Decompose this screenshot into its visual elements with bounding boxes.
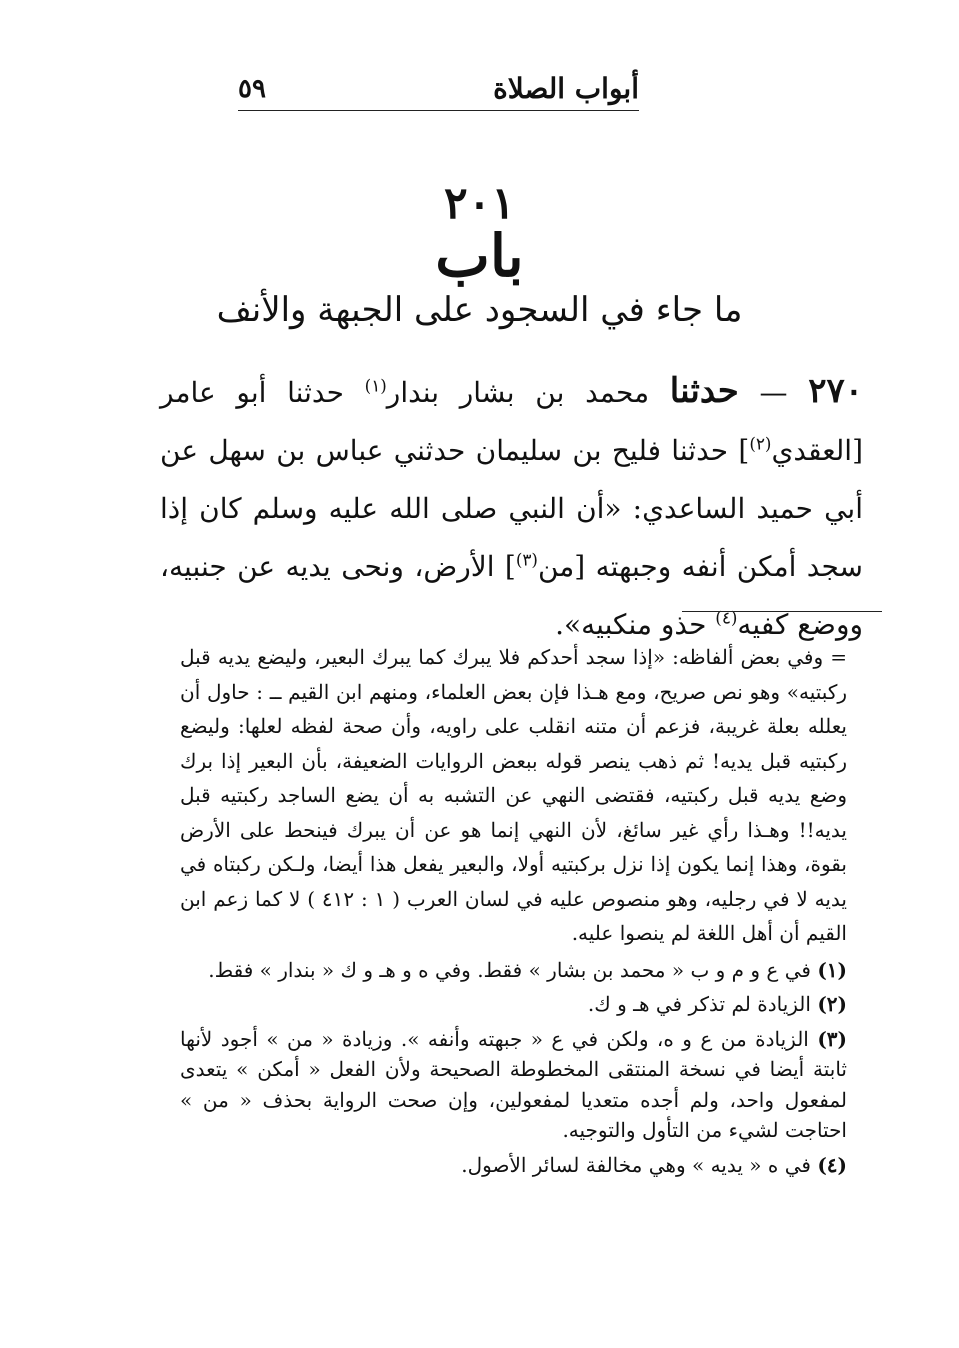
hadith-number: ٢٧٠ (808, 371, 863, 411)
footnote-item (180, 1024, 847, 1146)
footnote-ref-3: (٣) (515, 549, 538, 570)
hadith-narrator-2: حدثنا أبو عامر [العقدي (160, 376, 863, 467)
footnotes (180, 640, 847, 1180)
hadith-body-2: ] الأرض، ونحى يديه عن جنبيه، ووضع كفيه (160, 550, 863, 641)
chapter-title: ما جاء في السجود على الجبهة والأنف (216, 290, 743, 330)
running-title: أبواب الصلاة (493, 72, 639, 105)
footnote-ref-1: (١) (364, 375, 387, 396)
footnote-continuation: = وفي بعض ألفاظه: «إذا سجد أحدكم فلا يبرك كما يبرك البعير، وليضع يديه قبل ركبتيه» وهو نص صريح، ومع هـذا فإن بعض العلماء، ومنهم ابن القيم ــ : حاول أن يعلله بعلة غريبة، فزعم أن متنه انقلب على راويه، وأن صحة لفظه لعلها: وليضع ركبتيه قبل يديه! ثم ذهب ينصر قوله ببعض الروايات الضعيفة، بأن البعير إذا برك وضع يديه قبل ركبتيه، فقتضى النهي عن التشبه به أن يضع الساجد ركبتيه قبل يديه!! وهـذا رأي غير سائغ، لأن النهي إنما هو عن أن يبرك فينحط على الأرض بقوة، وهذا إنما يكون إذا نزل بركبتيه أولا، والبعير يفعل هذا أيضا، ولـكن ركبتاه في يديه لا في رجليه، وهو منصوص عليه في لسان العرب ( ١ : ٤١٢ ) لا كما زعم ابن القيم أن أهل اللغة لم ينصوا عليه. (180, 645, 848, 945)
footnote-item (180, 989, 847, 1020)
footnote-marker: (٢) (817, 992, 847, 1016)
hadith-body-3: حذو منكبيه». (555, 608, 707, 641)
footnote-text: في ه « يديه » وهي مخالفة لسائر الأصول. (461, 1152, 811, 1177)
footnote-text: في ع و م و ب « محمد بن بشار » فقط. وفي ه و هـ و ك « بندار » فقط. (208, 957, 811, 982)
chapter-heading: باب (435, 222, 524, 290)
footnote-text: الزيادة من ع و ه، ولكن في ع « جبهته وأنفه ». وزيادة « من » أجود لأنها ثابتة أيضا في نسخة المنتقى المخطوطة الصحيحة ولأن الفعل « أمكن » يتعدى لمفعول واحد، ولم أجده متعديا لمفعولين، وإن صحت الرواية بحذف « من » احتاجت لشيء من التأول والتوجيه. (180, 1026, 847, 1142)
footnote-marker: (٤) (817, 1152, 847, 1177)
page-number: ٥٩ (238, 74, 266, 104)
chapter-number: ٢٠١ (444, 178, 515, 229)
hadith-body-1: ] حدثنا فليح بن سليمان حدثني عباس بن سهل عن أبي حميد الساعدي: «أن النبي صلى الله عليه وسلم كان إذا سجد أمكن أنفه وجبهته [من (160, 434, 863, 583)
footnote-item (180, 1150, 847, 1181)
footnote-ref-4: (٤) (715, 607, 738, 628)
running-header (238, 70, 639, 111)
footnote-ref-2: (٢) (749, 433, 772, 454)
footnote-item (180, 955, 847, 986)
footnote-text: الزيادة لم تذكر في هـ و ك. (587, 992, 811, 1016)
footnote-marker: (٣) (817, 1026, 848, 1051)
hadith-narrator-1: محمد بن بشار بندار (386, 376, 650, 409)
footnote-marker: (١) (817, 957, 847, 982)
hadith-lead-word: حدثنا (669, 371, 739, 411)
footnote-separator (682, 611, 882, 612)
hadith-dash: — (759, 376, 788, 409)
